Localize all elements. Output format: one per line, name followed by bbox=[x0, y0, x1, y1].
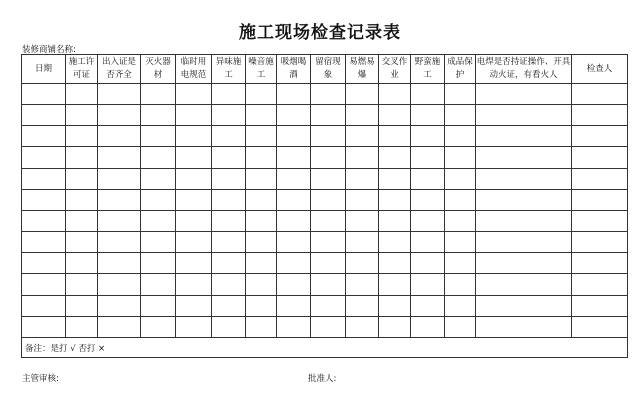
entry-cell[interactable] bbox=[22, 84, 66, 105]
entry-cell[interactable] bbox=[246, 253, 277, 274]
entry-cell[interactable] bbox=[572, 168, 628, 189]
entry-cell[interactable] bbox=[445, 147, 476, 168]
entry-cell[interactable] bbox=[379, 316, 411, 337]
entry-cell[interactable] bbox=[445, 316, 476, 337]
entry-cell[interactable] bbox=[22, 189, 66, 210]
entry-cell[interactable] bbox=[445, 210, 476, 231]
entry-cell[interactable] bbox=[411, 232, 445, 253]
entry-cell[interactable] bbox=[141, 168, 176, 189]
entry-cell[interactable] bbox=[246, 84, 277, 105]
table-row bbox=[22, 295, 628, 316]
entry-cell[interactable] bbox=[98, 210, 141, 231]
entry-cell[interactable] bbox=[476, 147, 572, 168]
entry-cell[interactable] bbox=[176, 105, 212, 126]
entry-cell[interactable] bbox=[346, 189, 379, 210]
header-noise-work: 噪音施 工 bbox=[246, 55, 277, 84]
entry-cell[interactable] bbox=[311, 84, 346, 105]
entry-cell[interactable] bbox=[22, 168, 66, 189]
entry-cell[interactable] bbox=[572, 189, 628, 210]
entry-cell[interactable] bbox=[346, 253, 379, 274]
table-row bbox=[22, 274, 628, 295]
entry-cell[interactable] bbox=[476, 168, 572, 189]
entry-cell[interactable] bbox=[98, 295, 141, 316]
entry-cell[interactable] bbox=[246, 126, 277, 147]
entry-cell[interactable] bbox=[311, 168, 346, 189]
store-name-label: 装修商铺名称: bbox=[22, 45, 76, 55]
entry-cell[interactable] bbox=[22, 126, 66, 147]
entry-cell[interactable] bbox=[346, 126, 379, 147]
entry-cell[interactable] bbox=[98, 126, 141, 147]
entry-cell[interactable] bbox=[379, 274, 411, 295]
entry-cell[interactable] bbox=[176, 189, 212, 210]
entry-cell[interactable] bbox=[246, 189, 277, 210]
entry-cell[interactable] bbox=[311, 316, 346, 337]
table-row bbox=[22, 316, 628, 337]
entry-cell[interactable] bbox=[246, 210, 277, 231]
entry-cell[interactable] bbox=[572, 210, 628, 231]
entry-cell[interactable] bbox=[22, 253, 66, 274]
entry-cell[interactable] bbox=[411, 84, 445, 105]
entry-cell[interactable] bbox=[411, 316, 445, 337]
entry-cell[interactable] bbox=[311, 232, 346, 253]
entry-cell[interactable] bbox=[176, 84, 212, 105]
entry-cell[interactable] bbox=[212, 189, 246, 210]
entry-cell[interactable] bbox=[66, 295, 98, 316]
entry-cell[interactable] bbox=[277, 147, 311, 168]
entry-cell[interactable] bbox=[98, 253, 141, 274]
entry-cell[interactable] bbox=[22, 295, 66, 316]
entry-cell[interactable] bbox=[212, 168, 246, 189]
table-row bbox=[22, 189, 628, 210]
header-fire-extinguisher: 灭火器 材 bbox=[141, 55, 176, 84]
entry-cell[interactable] bbox=[572, 84, 628, 105]
entry-cell[interactable] bbox=[212, 316, 246, 337]
entry-cell[interactable] bbox=[66, 189, 98, 210]
entry-cell[interactable] bbox=[277, 189, 311, 210]
entry-cell[interactable] bbox=[346, 210, 379, 231]
header-inspector: 检查人 bbox=[572, 55, 628, 84]
entry-cell[interactable] bbox=[141, 295, 176, 316]
entry-cell[interactable] bbox=[346, 316, 379, 337]
entry-cell[interactable] bbox=[445, 232, 476, 253]
entry-cell[interactable] bbox=[277, 126, 311, 147]
header-rough-work: 野蛮施 工 bbox=[411, 55, 445, 84]
entry-cell[interactable] bbox=[277, 168, 311, 189]
entry-cell[interactable] bbox=[311, 295, 346, 316]
entry-cell[interactable] bbox=[476, 189, 572, 210]
entry-cell[interactable] bbox=[66, 316, 98, 337]
entry-cell[interactable] bbox=[476, 316, 572, 337]
entry-cell[interactable] bbox=[22, 232, 66, 253]
entry-cell[interactable] bbox=[277, 274, 311, 295]
entry-cell[interactable] bbox=[141, 210, 176, 231]
header-access-pass: 出入证是 否齐全 bbox=[98, 55, 141, 84]
entry-cell[interactable] bbox=[141, 189, 176, 210]
entry-cell[interactable] bbox=[311, 147, 346, 168]
entry-cell[interactable] bbox=[346, 105, 379, 126]
entry-cell[interactable] bbox=[572, 295, 628, 316]
entry-cell[interactable] bbox=[476, 105, 572, 126]
header-finished-protection: 成品保 护 bbox=[445, 55, 476, 84]
entry-cell[interactable] bbox=[411, 105, 445, 126]
header-construction-permit: 施工许 可证 bbox=[66, 55, 98, 84]
entry-cell[interactable] bbox=[66, 232, 98, 253]
entry-cell[interactable] bbox=[246, 147, 277, 168]
entry-cell[interactable] bbox=[572, 253, 628, 274]
entry-cell[interactable] bbox=[66, 126, 98, 147]
entry-cell[interactable] bbox=[212, 126, 246, 147]
entry-cell[interactable] bbox=[212, 253, 246, 274]
entry-cell[interactable] bbox=[445, 105, 476, 126]
entry-cell[interactable] bbox=[379, 126, 411, 147]
entry-cell[interactable] bbox=[411, 210, 445, 231]
remark-note: 备注：是打 √ 否打 × bbox=[22, 338, 628, 358]
entry-cell[interactable] bbox=[22, 210, 66, 231]
entry-cell[interactable] bbox=[572, 147, 628, 168]
entry-cell[interactable] bbox=[66, 274, 98, 295]
remark-row bbox=[22, 338, 628, 358]
entry-cell[interactable] bbox=[246, 168, 277, 189]
entry-cell[interactable] bbox=[379, 295, 411, 316]
entry-cell[interactable] bbox=[572, 126, 628, 147]
entry-cell[interactable] bbox=[176, 295, 212, 316]
entry-cell[interactable] bbox=[141, 126, 176, 147]
entry-cell[interactable] bbox=[98, 84, 141, 105]
supervisor-label: 主管审核: bbox=[22, 374, 59, 384]
table-row bbox=[22, 210, 628, 231]
entry-cell[interactable] bbox=[445, 168, 476, 189]
entry-cell[interactable] bbox=[572, 316, 628, 337]
entry-cell[interactable] bbox=[311, 274, 346, 295]
entry-cell[interactable] bbox=[66, 253, 98, 274]
entry-cell[interactable] bbox=[176, 232, 212, 253]
entry-cell[interactable] bbox=[346, 147, 379, 168]
entry-cell[interactable] bbox=[379, 147, 411, 168]
entry-cell[interactable] bbox=[277, 232, 311, 253]
entry-cell[interactable] bbox=[98, 168, 141, 189]
header-flammable-explosive: 易燃易 爆 bbox=[346, 55, 379, 84]
entry-cell[interactable] bbox=[311, 126, 346, 147]
entry-cell[interactable] bbox=[411, 189, 445, 210]
entry-cell[interactable] bbox=[98, 316, 141, 337]
entry-cell[interactable] bbox=[246, 316, 277, 337]
entry-cell[interactable] bbox=[141, 232, 176, 253]
entry-cell[interactable] bbox=[346, 84, 379, 105]
inspection-table bbox=[21, 54, 628, 358]
entry-cell[interactable] bbox=[379, 232, 411, 253]
entry-cell[interactable] bbox=[445, 295, 476, 316]
entry-cell[interactable] bbox=[98, 274, 141, 295]
header-odor-work: 异味施 工 bbox=[212, 55, 246, 84]
entry-cell[interactable] bbox=[445, 253, 476, 274]
entry-cell[interactable] bbox=[379, 84, 411, 105]
entry-cell[interactable] bbox=[246, 232, 277, 253]
entry-cell[interactable] bbox=[176, 168, 212, 189]
entry-cell[interactable] bbox=[572, 274, 628, 295]
entry-cell[interactable] bbox=[176, 316, 212, 337]
entry-cell[interactable] bbox=[346, 168, 379, 189]
header-welding-certificate: 电焊是否持证操作、开具 动火证，有看火人 bbox=[476, 55, 572, 84]
entry-cell[interactable] bbox=[277, 105, 311, 126]
entry-cell[interactable] bbox=[476, 84, 572, 105]
form-title: 施工现场检查记录表 bbox=[239, 23, 401, 43]
entry-cell[interactable] bbox=[411, 126, 445, 147]
entry-cell[interactable] bbox=[445, 84, 476, 105]
entry-cell[interactable] bbox=[476, 232, 572, 253]
entry-cell[interactable] bbox=[572, 232, 628, 253]
entry-cell[interactable] bbox=[66, 210, 98, 231]
entry-cell[interactable] bbox=[379, 210, 411, 231]
entry-cell[interactable] bbox=[476, 295, 572, 316]
entry-cell[interactable] bbox=[445, 274, 476, 295]
entry-cell[interactable] bbox=[66, 147, 98, 168]
table-row bbox=[22, 253, 628, 274]
header-overnight-stay: 留宿现 象 bbox=[311, 55, 346, 84]
table-row bbox=[22, 105, 628, 126]
entry-cell[interactable] bbox=[22, 316, 66, 337]
entry-cell[interactable] bbox=[176, 147, 212, 168]
entry-cell[interactable] bbox=[346, 295, 379, 316]
header-cross-work: 交叉作 业 bbox=[379, 55, 411, 84]
entry-cell[interactable] bbox=[212, 210, 246, 231]
entry-cell[interactable] bbox=[176, 210, 212, 231]
entry-cell[interactable] bbox=[141, 84, 176, 105]
entry-cell[interactable] bbox=[246, 295, 277, 316]
header-row bbox=[22, 55, 628, 84]
entry-cell[interactable] bbox=[176, 274, 212, 295]
entry-cell[interactable] bbox=[476, 253, 572, 274]
entry-cell[interactable] bbox=[277, 295, 311, 316]
entry-cell[interactable] bbox=[311, 189, 346, 210]
table-row bbox=[22, 147, 628, 168]
entry-cell[interactable] bbox=[98, 147, 141, 168]
entry-cell[interactable] bbox=[277, 210, 311, 231]
entry-cell[interactable] bbox=[476, 126, 572, 147]
entry-cell[interactable] bbox=[411, 295, 445, 316]
entry-cell[interactable] bbox=[476, 210, 572, 231]
entry-cell[interactable] bbox=[445, 126, 476, 147]
entry-cell[interactable] bbox=[277, 253, 311, 274]
entry-cell[interactable] bbox=[98, 232, 141, 253]
entry-cell[interactable] bbox=[246, 274, 277, 295]
entry-cell[interactable] bbox=[379, 253, 411, 274]
header-date: 日期 bbox=[22, 55, 66, 84]
entry-cell[interactable] bbox=[411, 147, 445, 168]
entry-cell[interactable] bbox=[176, 126, 212, 147]
table-row bbox=[22, 84, 628, 105]
entry-cell[interactable] bbox=[311, 210, 346, 231]
entry-cell[interactable] bbox=[572, 105, 628, 126]
table-row bbox=[22, 126, 628, 147]
entry-cell[interactable] bbox=[379, 189, 411, 210]
entry-cell[interactable] bbox=[141, 316, 176, 337]
entry-cell[interactable] bbox=[141, 105, 176, 126]
entry-cell[interactable] bbox=[277, 84, 311, 105]
entry-cell[interactable] bbox=[346, 232, 379, 253]
entry-cell[interactable] bbox=[379, 168, 411, 189]
entry-cell[interactable] bbox=[212, 147, 246, 168]
entry-cell[interactable] bbox=[346, 274, 379, 295]
entry-cell[interactable] bbox=[277, 316, 311, 337]
entry-cell[interactable] bbox=[445, 189, 476, 210]
entry-cell[interactable] bbox=[98, 189, 141, 210]
entry-cell[interactable] bbox=[22, 274, 66, 295]
entry-cell[interactable] bbox=[212, 274, 246, 295]
entry-cell[interactable] bbox=[246, 105, 277, 126]
entry-cell[interactable] bbox=[66, 84, 98, 105]
entry-cell[interactable] bbox=[141, 274, 176, 295]
table-row bbox=[22, 168, 628, 189]
entry-cell[interactable] bbox=[66, 168, 98, 189]
entry-cell[interactable] bbox=[98, 105, 141, 126]
entry-cell[interactable] bbox=[476, 274, 572, 295]
entry-cell[interactable] bbox=[212, 105, 246, 126]
entry-cell[interactable] bbox=[212, 295, 246, 316]
approver-label: 批准人: bbox=[308, 374, 337, 384]
entry-cell[interactable] bbox=[141, 253, 176, 274]
table-row bbox=[22, 232, 628, 253]
entry-cell[interactable] bbox=[22, 105, 66, 126]
header-smoking-drinking: 吸烟喝 酒 bbox=[277, 55, 311, 84]
entry-cell[interactable] bbox=[379, 105, 411, 126]
header-temp-electricity: 临时用 电规范 bbox=[176, 55, 212, 84]
entry-cell[interactable] bbox=[311, 253, 346, 274]
entry-cell[interactable] bbox=[311, 105, 346, 126]
entry-cell[interactable] bbox=[411, 274, 445, 295]
entry-cell[interactable] bbox=[411, 253, 445, 274]
entry-cell[interactable] bbox=[66, 105, 98, 126]
entry-cell[interactable] bbox=[212, 232, 246, 253]
entry-cell[interactable] bbox=[212, 84, 246, 105]
entry-cell[interactable] bbox=[176, 253, 212, 274]
entry-cell[interactable] bbox=[141, 147, 176, 168]
entry-cell[interactable] bbox=[411, 168, 445, 189]
entry-cell[interactable] bbox=[22, 147, 66, 168]
